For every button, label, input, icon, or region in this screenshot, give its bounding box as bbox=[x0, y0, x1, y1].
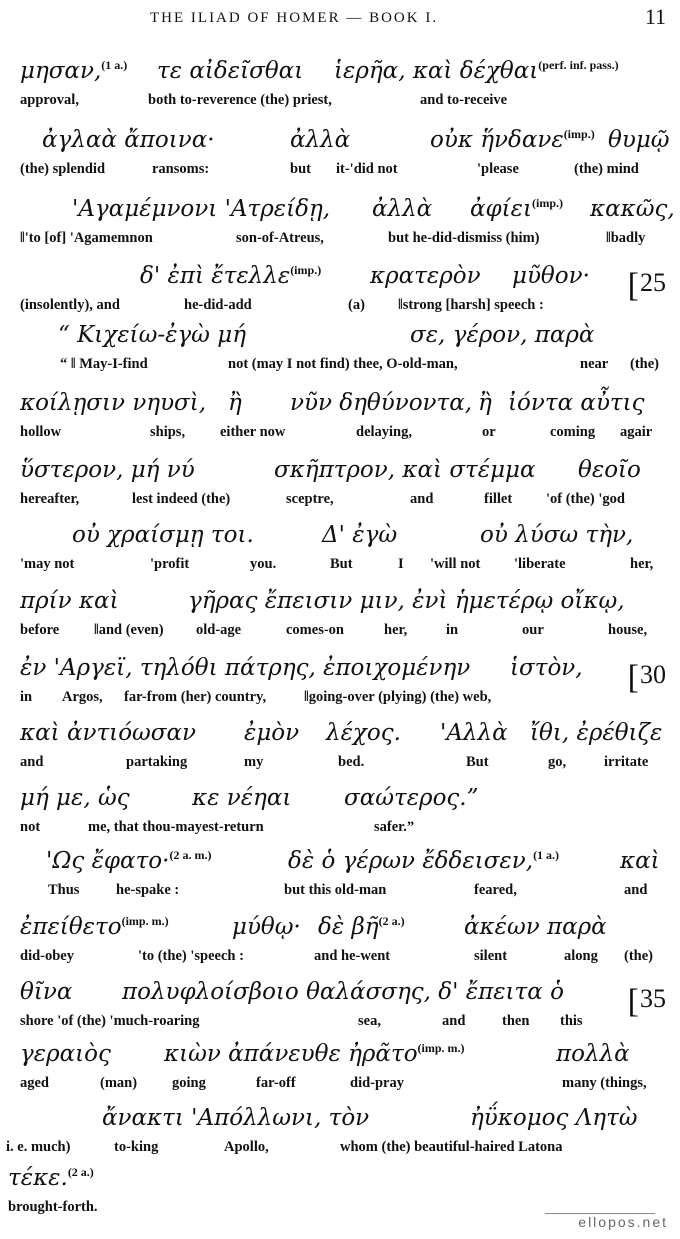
interlinear-line bbox=[0, 127, 680, 195]
interlinear-line bbox=[0, 720, 680, 788]
page-number: 11 bbox=[644, 4, 666, 29]
interlinear-line bbox=[0, 1105, 680, 1173]
greek-text: πρίν καὶ γῆρας ἔπεισιν μιν, ἐνὶ ἡμετέρῳ οἴκῳ, bbox=[20, 588, 625, 614]
interlinear-line bbox=[0, 655, 680, 723]
grammar-note: (2 a.) bbox=[67, 1165, 94, 1179]
greek-text: γεραιὸς κιὼν ἀπάνευθε ἠρᾶτο$^{(imp. m.)}$ πολλὰ bbox=[20, 1041, 630, 1067]
interlinear-line bbox=[0, 588, 680, 656]
greek-text: μησαν,$^{(1 a.)}$ τε αἰδεῖσθαι ἱερῆα, καὶ δέχθαι$^{(perf. inf. pass.)}$ bbox=[20, 58, 619, 84]
english-gloss: approval, both to-reverence (the) priest, and to-receive bbox=[20, 92, 508, 108]
greek-text: ἐν 'Αργεϊ, τηλόθι πάτρης, ἐποιχομένην ἱστὸν, bbox=[20, 655, 583, 681]
greek-text: δ' ἐπὶ ἔτελλε$^{(imp.)}$ κρατερὸν μῦθον· bbox=[140, 263, 590, 289]
grammar-note: (imp.) bbox=[532, 196, 564, 210]
english-gloss: “ ‖ May-I-find not (may I not find) thee, O-old-man, near (the) bbox=[60, 356, 659, 372]
interlinear-line bbox=[0, 848, 680, 916]
english-gloss: hereafter, lest indeed (the) sceptre, and fillet 'of (the) 'god bbox=[20, 491, 625, 507]
greek-text: 'Αγαμέμνονι 'Ατρείδῃ, ἀλλὰ ἀφίει$^{(imp.)}$ κακῶς, bbox=[72, 196, 675, 222]
english-gloss: shore 'of (the) 'much-roaring sea, and then this bbox=[20, 1013, 583, 1029]
english-gloss: not me, that thou-mayest-return safer.” bbox=[20, 819, 415, 835]
greek-text: μή με, ὡς κε νέηαι σαώτερος.” bbox=[20, 785, 479, 811]
grammar-note: (2 a. m.) bbox=[169, 848, 212, 862]
line-number-marker: [35 bbox=[627, 983, 666, 1020]
grammar-note: (imp.) bbox=[290, 263, 322, 277]
english-gloss: aged (man) going far-off did-pray many (things, bbox=[20, 1075, 647, 1091]
interlinear-line bbox=[0, 522, 680, 590]
greek-text: ἄνακτι 'Απόλλωνι, τὸν ἠΰκομος Λητὼ bbox=[102, 1105, 638, 1131]
english-gloss: (the) splendid ransoms: but it-'did not 'please (the) mind bbox=[20, 161, 639, 177]
grammar-note: (imp.) bbox=[563, 127, 595, 141]
grammar-note: (2 a.) bbox=[378, 914, 405, 928]
greek-text: ἀγλαὰ ἄποινα· ἀλλὰ οὐκ ἥνδανε$^{(imp.)}$ θυμῷ bbox=[42, 127, 670, 153]
english-gloss: brought-forth. bbox=[8, 1199, 98, 1215]
greek-text: ὕστερον, μή νύ σκῆπτρον, καὶ στέμμα θεοῖο bbox=[20, 457, 641, 483]
page-header bbox=[0, 4, 680, 34]
grammar-note: (perf. inf. pass.) bbox=[538, 58, 619, 72]
running-title: THE ILIAD OF HOMER — BOOK I. bbox=[150, 10, 439, 26]
english-gloss: hollow ships, either now delaying, or coming agair bbox=[20, 424, 653, 440]
english-gloss: ‖'to [of] 'Agamemnon son-of-Atreus, but he-did-dismiss (him) ‖badly bbox=[20, 230, 646, 246]
grammar-note: (imp. m.) bbox=[121, 914, 169, 928]
greek-text: καὶ ἀντιόωσαν ἐμὸν λέχος. 'Αλλὰ ἴθι, ἐρέθιζε bbox=[20, 720, 663, 746]
greek-text: 'Ως ἔφατο·$^{(2 a. m.)}$ δὲ ὁ γέρων ἔδδεισεν,$^{(1 a.)}$ καὶ bbox=[46, 848, 660, 874]
english-gloss: and partaking my bed. But go, irritate bbox=[20, 754, 649, 770]
greek-text: κοίλῃσιν νηυσὶ, ἢ νῦν δηθύνοντα, ἢ ἰόντα αὖτις bbox=[20, 390, 645, 416]
interlinear-line bbox=[0, 322, 680, 390]
line-number-marker: [30 bbox=[627, 659, 666, 696]
english-gloss: before ‖and (even) old-age comes-on her, in our house, bbox=[20, 622, 648, 638]
interlinear-line bbox=[0, 785, 680, 853]
interlinear-line bbox=[0, 58, 680, 126]
interlinear-line bbox=[0, 914, 680, 982]
interlinear-line bbox=[0, 457, 680, 525]
interlinear-line bbox=[0, 1041, 680, 1109]
english-gloss: i. e. much) to-king Apollo, whom (the) beautiful-haired Latona bbox=[6, 1139, 563, 1155]
greek-text: οὐ χραίσμῃ τοι. Δ' ἐγὼ οὐ λύσω τὴν, bbox=[72, 522, 634, 548]
greek-text: θῖνα πολυφλοίσβοιο θαλάσσης, δ' ἔπειτα ὁ bbox=[20, 979, 564, 1005]
english-gloss: Thus he-spake : but this old-man feared, and bbox=[48, 882, 648, 898]
grammar-note: (imp. m.) bbox=[417, 1041, 465, 1055]
english-gloss: in Argos, far-from (her) country, ‖going-over (plying) (the) web, bbox=[20, 689, 492, 705]
greek-text: “ Κιχείω-ἐγὼ μή σε, γέρον, παρὰ bbox=[58, 322, 595, 348]
interlinear-line bbox=[0, 196, 680, 264]
english-gloss: 'may not 'profit you. But I 'will not 'liberate her, bbox=[20, 556, 654, 572]
grammar-note: (1 a.) bbox=[533, 848, 560, 862]
interlinear-line bbox=[0, 979, 680, 1047]
grammar-note: (1 a.) bbox=[101, 58, 128, 72]
english-gloss: (insolently), and he-did-add (a) ‖strong [harsh] speech : bbox=[20, 297, 544, 313]
english-gloss: did-obey 'to (the) 'speech : and he-went silent along (the) bbox=[20, 948, 653, 964]
line-number-marker: [25 bbox=[627, 267, 666, 304]
interlinear-line bbox=[0, 390, 680, 458]
interlinear-line bbox=[0, 263, 680, 331]
greek-text: τέκε.$^{(2 a.)}$ bbox=[8, 1165, 94, 1191]
greek-text: ἐπείθετο$^{(imp. m.)}$ μύθῳ· δὲ βῆ$^{(2 a.)}$ ἀκέων παρὰ bbox=[20, 914, 607, 940]
site-watermark: ellopos.net bbox=[578, 1214, 668, 1230]
